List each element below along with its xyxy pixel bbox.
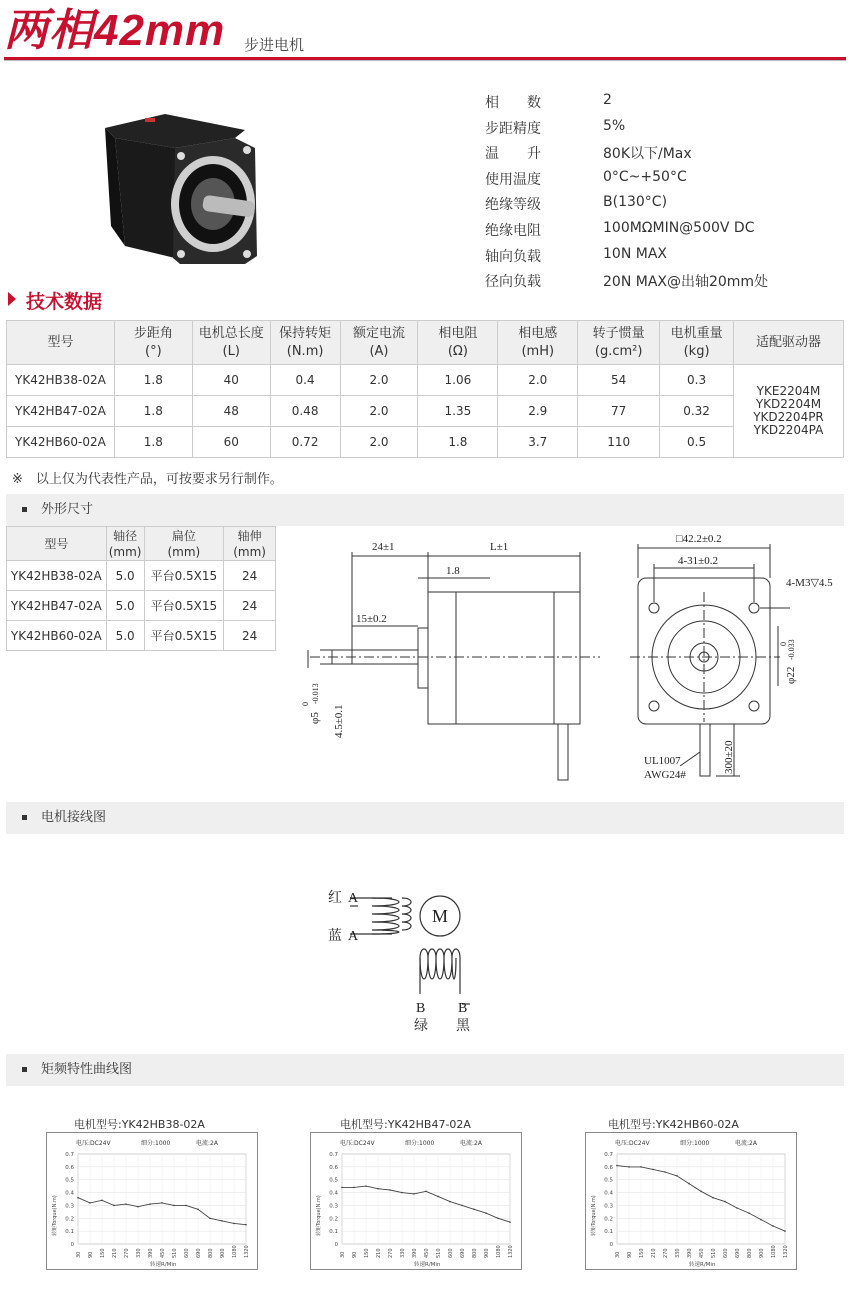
data-point xyxy=(509,1221,511,1223)
data-point xyxy=(185,1205,187,1207)
x-tick-label: 210 xyxy=(112,1248,118,1258)
dim-phi5-upper: 0 xyxy=(301,702,310,706)
data-point xyxy=(389,1189,391,1191)
header-divider-thin xyxy=(4,60,846,61)
y-tick-label: 0.4 xyxy=(329,1190,338,1197)
table-cell: 48 xyxy=(192,396,270,427)
page-title: 两相42mm xyxy=(4,6,226,55)
table-cell: 40 xyxy=(192,365,270,396)
table-cell: 110 xyxy=(578,427,660,458)
table-cell: 1.8 xyxy=(418,427,498,458)
spec-key: 相 数 xyxy=(485,95,541,111)
data-point xyxy=(772,1225,774,1227)
y-tick-label: 0.1 xyxy=(604,1229,613,1236)
x-tick-label: 690 xyxy=(196,1248,202,1258)
y-tick-label: 0.5 xyxy=(65,1177,74,1184)
dim-24: 24±1 xyxy=(372,541,395,553)
x-tick-label: 510 xyxy=(436,1248,442,1258)
x-tick-label: 1320 xyxy=(244,1245,250,1258)
chart-params: 电压:DC24V xyxy=(76,1140,111,1147)
x-tick-label: 270 xyxy=(663,1248,669,1258)
cable-gauge: AWG24# xyxy=(644,769,686,781)
wire-abar-label: A xyxy=(348,929,359,944)
table-cell: 0.4 xyxy=(270,365,340,396)
spec-value: B(130°C) xyxy=(603,194,668,211)
data-point xyxy=(77,1197,79,1199)
x-tick-label: 30 xyxy=(615,1251,621,1258)
table-row xyxy=(7,396,844,427)
dim-phi5: φ5 xyxy=(309,712,321,724)
x-tick-label: 210 xyxy=(376,1248,382,1258)
x-tick-label: 1080 xyxy=(496,1245,502,1258)
dim-m3: 4-M3▽4.5 xyxy=(786,577,833,589)
data-point xyxy=(784,1230,786,1232)
spec-value: 80K以下/Max xyxy=(603,146,692,163)
table-cell: 0.32 xyxy=(660,396,734,427)
dim-42-2: □42.2±0.2 xyxy=(676,533,722,545)
x-tick-label: 270 xyxy=(388,1248,394,1258)
table-cell: 5.0 xyxy=(106,621,144,651)
x-tick-label: 210 xyxy=(651,1248,657,1258)
spec-value: 10N MAX xyxy=(603,245,667,262)
data-point xyxy=(449,1201,451,1203)
x-tick-label: 90 xyxy=(627,1251,633,1258)
tech-header-cell xyxy=(270,321,340,365)
dim-phi22-lower: -0.033 xyxy=(787,639,796,660)
x-tick-label: 150 xyxy=(364,1248,370,1258)
spec-value: 5% xyxy=(603,117,626,134)
x-tick-label: 600 xyxy=(723,1248,729,1258)
dim-4-5: 4.5±0.1 xyxy=(333,704,345,738)
y-axis-label: 转矩Torque(N.m) xyxy=(316,1195,322,1236)
data-point xyxy=(209,1217,211,1219)
chart-params: 电流:2A xyxy=(735,1140,757,1147)
driver-model: YKD2204PA xyxy=(753,423,824,437)
x-tick-label: 510 xyxy=(711,1248,717,1258)
x-tick-label: 900 xyxy=(484,1248,490,1258)
curve-title: 电机型号:YK42HB60-02A xyxy=(608,1118,739,1131)
table-cell: 0.48 xyxy=(270,396,340,427)
chart-params: 细分:1000 xyxy=(405,1140,435,1147)
y-tick-label: 0 xyxy=(609,1242,613,1248)
data-point xyxy=(341,1187,343,1189)
data-point xyxy=(748,1212,750,1214)
data-point xyxy=(676,1175,678,1177)
data-point xyxy=(688,1183,690,1185)
header-unit: (A) xyxy=(369,343,389,359)
table-row xyxy=(7,621,276,651)
table-cell: 1.8 xyxy=(114,365,192,396)
spec-key: 绝缘等级 xyxy=(485,197,541,214)
header-unit: (N.m) xyxy=(286,343,324,359)
table-row xyxy=(7,365,844,396)
x-tick-label: 1320 xyxy=(508,1245,514,1258)
table-cell: 1.35 xyxy=(418,396,498,427)
data-point xyxy=(425,1190,427,1192)
x-tick-label: 1080 xyxy=(232,1245,238,1258)
table-cell: 3.7 xyxy=(498,427,578,458)
dim-l: L±1 xyxy=(490,541,509,553)
data-point xyxy=(473,1208,475,1210)
table-cell: 2.0 xyxy=(340,365,418,396)
table-cell: 1.8 xyxy=(114,427,192,458)
x-tick-label: 90 xyxy=(352,1251,358,1258)
table-cell: 54 xyxy=(578,365,660,396)
driver-model: YKD2204PR xyxy=(753,410,824,424)
x-tick-label: 450 xyxy=(699,1248,705,1258)
x-tick-label: 330 xyxy=(400,1248,406,1258)
note-text: ※ 以上仅为代表性产品，可按要求另行制作。 xyxy=(12,472,283,487)
tech-header-cell xyxy=(660,321,734,365)
data-point xyxy=(724,1201,726,1203)
header-unit: (mm) xyxy=(167,544,201,559)
wire-red-label: 红 xyxy=(328,891,342,906)
x-tick-label: 30 xyxy=(340,1251,346,1258)
table-cell: YK42HB60-02A xyxy=(7,427,115,458)
data-point xyxy=(245,1224,247,1226)
dim-15: 15±0.2 xyxy=(356,613,387,625)
dim-phi22-upper: 0 xyxy=(779,642,788,646)
x-tick-label: 600 xyxy=(184,1248,190,1258)
wiring-diagram xyxy=(320,880,520,1040)
x-tick-label: 270 xyxy=(124,1248,130,1258)
wire-black-label: 黑 xyxy=(456,1019,470,1034)
header-unit: (°) xyxy=(145,343,162,359)
data-point xyxy=(628,1166,630,1168)
header-label: 电机总长度 xyxy=(198,325,264,341)
driver-model: YKE2204M xyxy=(756,384,821,398)
y-tick-label: 0.2 xyxy=(604,1216,613,1223)
x-tick-label: 150 xyxy=(639,1248,645,1258)
dimension-drawing xyxy=(280,526,846,788)
curves-title: 矩频特性曲线图 xyxy=(41,1062,133,1077)
motor-photo xyxy=(85,108,265,268)
tech-header-cell xyxy=(498,321,578,365)
table-cell: 24 xyxy=(224,561,276,591)
curve-title: 电机型号:YK42HB38-02A xyxy=(74,1118,205,1131)
tech-header-cell xyxy=(340,321,418,365)
table-cell: 2.0 xyxy=(340,427,418,458)
motor-side-body xyxy=(428,592,580,724)
page-subtitle: 步进电机 xyxy=(244,36,305,54)
data-point xyxy=(377,1188,379,1190)
header-unit: (kg) xyxy=(683,343,710,359)
data-point xyxy=(149,1203,151,1205)
wire-bbar-label: B xyxy=(458,1001,468,1016)
driver-model: YKD2204M xyxy=(755,397,822,411)
data-point xyxy=(413,1193,415,1195)
data-point xyxy=(652,1169,654,1171)
spec-key: 轴向负载 xyxy=(485,248,541,265)
data-point xyxy=(125,1203,127,1205)
y-tick-label: 0.4 xyxy=(65,1190,74,1197)
dim-phi22: φ22 xyxy=(785,666,797,684)
y-tick-label: 0.6 xyxy=(65,1164,74,1171)
curves-section-bar xyxy=(6,1054,844,1086)
y-tick-label: 0.3 xyxy=(329,1203,338,1210)
data-point xyxy=(353,1187,355,1189)
data-point xyxy=(161,1202,163,1204)
header-label: 相电感 xyxy=(518,325,558,341)
header-unit: (L) xyxy=(222,343,240,359)
wiring-title: 电机接线图 xyxy=(41,810,107,825)
x-tick-label: 1320 xyxy=(783,1245,789,1258)
y-tick-label: 0.7 xyxy=(329,1152,338,1158)
table-row xyxy=(7,427,844,458)
spec-key: 使用温度 xyxy=(485,171,541,188)
table-cell: 2.9 xyxy=(498,396,578,427)
table-cell: 60 xyxy=(192,427,270,458)
header-unit: (g.cm²) xyxy=(594,343,643,359)
data-point xyxy=(137,1206,139,1208)
y-tick-label: 0.7 xyxy=(604,1152,613,1158)
x-tick-label: 690 xyxy=(460,1248,466,1258)
torque-curve-chart xyxy=(310,1132,522,1270)
bullet-icon xyxy=(22,815,27,820)
data-point xyxy=(113,1205,115,1207)
chart-params: 电流:2A xyxy=(196,1140,218,1147)
data-point xyxy=(437,1196,439,1198)
table-cell: 平台0.5X15 xyxy=(144,591,224,621)
outline-title: 外形尺寸 xyxy=(41,502,94,517)
table-cell: 24 xyxy=(224,591,276,621)
x-tick-label: 900 xyxy=(220,1248,226,1258)
section-arrow-icon xyxy=(8,292,16,306)
data-point xyxy=(485,1212,487,1214)
motor-m-label: M xyxy=(432,906,449,926)
data-point xyxy=(365,1185,367,1187)
x-tick-label: 30 xyxy=(76,1251,82,1258)
outline-header-cell xyxy=(144,527,224,561)
x-tick-label: 390 xyxy=(148,1248,154,1258)
wire-a-label: A xyxy=(348,891,359,906)
table-cell: 2.0 xyxy=(498,365,578,396)
table-cell: 平台0.5X15 xyxy=(144,561,224,591)
wire-b-label: B xyxy=(416,1001,426,1016)
data-point xyxy=(197,1208,199,1210)
chart-params: 细分:1000 xyxy=(680,1140,710,1147)
outline-header-cell xyxy=(224,527,276,561)
table-cell: 24 xyxy=(224,621,276,651)
header-label: 轴伸 xyxy=(237,528,262,543)
chart-params: 电流:2A xyxy=(460,1140,482,1147)
x-tick-label: 600 xyxy=(448,1248,454,1258)
table-cell: 5.0 xyxy=(106,561,144,591)
wire-green-label: 绿 xyxy=(414,1019,428,1034)
bullet-icon xyxy=(22,1067,27,1072)
cable-type: UL1007 xyxy=(644,755,681,767)
x-axis-label: 转速R/Min xyxy=(689,1262,716,1268)
x-tick-label: 390 xyxy=(687,1248,693,1258)
dim-31: 4-31±0.2 xyxy=(678,555,718,567)
x-tick-label: 800 xyxy=(747,1248,753,1258)
table-cell: 1.8 xyxy=(114,396,192,427)
data-point xyxy=(712,1197,714,1199)
data-point xyxy=(664,1171,666,1173)
outline-table xyxy=(6,526,276,651)
tech-header-cell xyxy=(114,321,192,365)
x-tick-label: 330 xyxy=(136,1248,142,1258)
outline-section-bar xyxy=(6,494,844,526)
header-label: 额定电流 xyxy=(352,325,405,341)
y-axis-label: 转矩Torque(N.m) xyxy=(591,1195,597,1236)
spec-value: 100MΩMIN@500V DC xyxy=(603,220,755,236)
y-tick-label: 0.7 xyxy=(65,1152,74,1158)
x-tick-label: 150 xyxy=(100,1248,106,1258)
x-tick-label: 1080 xyxy=(771,1245,777,1258)
header-label: 型号 xyxy=(44,536,69,551)
curve-title: 电机型号:YK42HB47-02A xyxy=(340,1118,471,1131)
tech-data-title: 技术数据 xyxy=(26,291,103,313)
table-cell: YK42HB38-02A xyxy=(7,561,107,591)
table-cell: YK42HB60-02A xyxy=(7,621,107,651)
x-tick-label: 450 xyxy=(424,1248,430,1258)
y-tick-label: 0.3 xyxy=(65,1203,74,1210)
table-cell: 2.0 xyxy=(340,396,418,427)
x-tick-label: 450 xyxy=(160,1248,166,1258)
spec-value: 2 xyxy=(603,92,612,108)
y-tick-label: 0.3 xyxy=(604,1203,613,1210)
data-point xyxy=(640,1166,642,1168)
x-tick-label: 690 xyxy=(735,1248,741,1258)
header-label: 适配驱动器 xyxy=(756,334,822,350)
data-point xyxy=(497,1217,499,1219)
outline-header-cell xyxy=(7,527,107,561)
table-row xyxy=(7,561,276,591)
dim-300: 300±20 xyxy=(723,740,735,774)
tech-header-cell xyxy=(7,321,115,365)
table-cell: 77 xyxy=(578,396,660,427)
data-point xyxy=(461,1205,463,1207)
table-row xyxy=(7,591,276,621)
data-point xyxy=(760,1219,762,1221)
header-label: 型号 xyxy=(47,334,74,350)
x-axis-label: 转速R/Min xyxy=(150,1262,177,1268)
y-tick-label: 0 xyxy=(70,1242,74,1248)
tech-header-cell xyxy=(418,321,498,365)
x-tick-label: 800 xyxy=(208,1248,214,1258)
table-cell: 0.5 xyxy=(660,427,734,458)
data-point xyxy=(616,1165,618,1167)
y-tick-label: 0.5 xyxy=(329,1177,338,1184)
tech-header-cell xyxy=(734,321,844,365)
table-cell: 0.72 xyxy=(270,427,340,458)
chart-params: 电压:DC24V xyxy=(615,1140,650,1147)
driver-cell xyxy=(734,365,844,458)
dim-phi5-lower: -0.013 xyxy=(311,683,320,704)
header-unit: (mm) xyxy=(233,544,266,559)
wire-blue-label: 蓝 xyxy=(328,929,342,944)
header-unit: (Ω) xyxy=(447,343,468,359)
x-axis-label: 转速R/Min xyxy=(414,1262,441,1268)
x-tick-label: 900 xyxy=(759,1248,765,1258)
data-point xyxy=(173,1205,175,1207)
data-point xyxy=(221,1220,223,1222)
spec-key: 温 升 xyxy=(485,146,541,163)
chart-params: 电压:DC24V xyxy=(340,1140,375,1147)
data-point xyxy=(101,1199,103,1201)
x-tick-label: 510 xyxy=(172,1248,178,1258)
chart-params: 细分:1000 xyxy=(141,1140,171,1147)
y-tick-label: 0.5 xyxy=(604,1177,613,1184)
table-cell: 平台0.5X15 xyxy=(144,621,224,651)
tech-header-cell xyxy=(192,321,270,365)
data-point xyxy=(401,1192,403,1194)
x-tick-label: 390 xyxy=(412,1248,418,1258)
header-label: 保持转矩 xyxy=(279,325,332,341)
spec-value: 20N MAX@出轴20mm处 xyxy=(603,274,769,291)
tech-header-cell xyxy=(578,321,660,365)
header-label: 相电阻 xyxy=(438,325,478,341)
table-cell: 5.0 xyxy=(106,591,144,621)
torque-curve-chart xyxy=(585,1132,797,1270)
table-cell: YK42HB47-02A xyxy=(7,396,115,427)
torque-curve-chart xyxy=(46,1132,258,1270)
y-tick-label: 0.2 xyxy=(65,1216,74,1223)
data-point xyxy=(736,1207,738,1209)
data-point xyxy=(233,1223,235,1225)
outline-header-cell xyxy=(106,527,144,561)
header-label: 轴径 xyxy=(113,528,138,543)
table-cell: 1.06 xyxy=(418,365,498,396)
y-tick-label: 0.1 xyxy=(65,1229,74,1236)
y-tick-label: 0.6 xyxy=(329,1164,338,1171)
header-label: 电机重量 xyxy=(670,325,723,341)
x-tick-label: 330 xyxy=(675,1248,681,1258)
tech-data-table xyxy=(6,320,844,458)
data-point xyxy=(89,1202,91,1204)
header-unit: (mm) xyxy=(108,544,142,559)
dim-1-8: 1.8 xyxy=(446,565,460,577)
y-tick-label: 0.6 xyxy=(604,1164,613,1171)
spec-value: 0°C~+50°C xyxy=(603,168,687,185)
spec-key: 步距精度 xyxy=(485,120,541,137)
x-tick-label: 800 xyxy=(472,1248,478,1258)
spec-key: 径向负载 xyxy=(485,274,541,291)
bullet-icon xyxy=(22,507,27,512)
y-axis-label: 转矩Torque(N.m) xyxy=(52,1195,58,1236)
table-cell: YK42HB38-02A xyxy=(7,365,115,396)
table-cell: 0.3 xyxy=(660,365,734,396)
wiring-section-bar xyxy=(6,802,844,834)
spec-key: 绝缘电阻 xyxy=(485,223,541,239)
y-tick-label: 0.1 xyxy=(329,1229,338,1236)
data-point xyxy=(700,1190,702,1192)
header-label: 转子惯量 xyxy=(592,325,645,341)
y-tick-label: 0 xyxy=(334,1242,338,1248)
table-cell: YK42HB47-02A xyxy=(7,591,107,621)
header-label: 扁位 xyxy=(171,528,196,543)
x-tick-label: 90 xyxy=(88,1251,94,1258)
y-tick-label: 0.4 xyxy=(604,1190,613,1197)
header-unit: (mH) xyxy=(521,343,555,359)
y-tick-label: 0.2 xyxy=(329,1216,338,1223)
header-label: 步距角 xyxy=(133,325,173,341)
